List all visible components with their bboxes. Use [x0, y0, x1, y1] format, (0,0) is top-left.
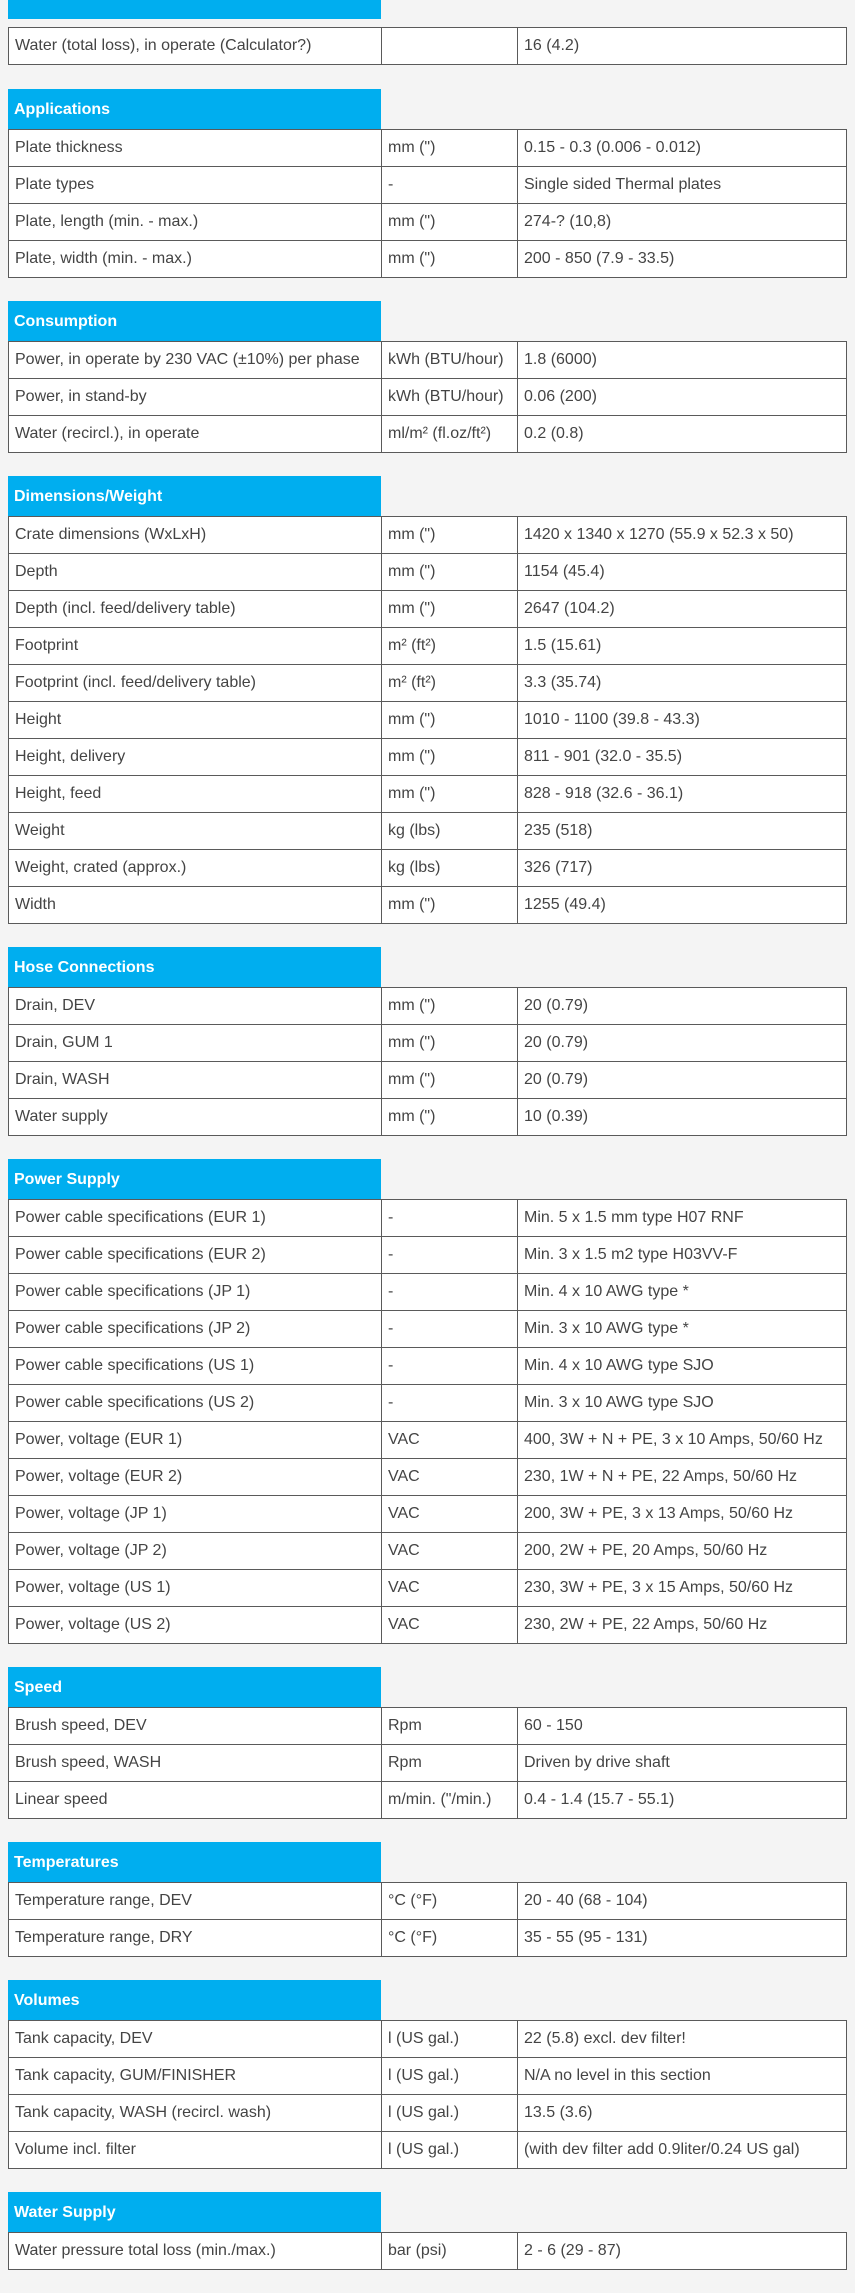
spec-value: 200 - 850 (7.9 - 33.5): [518, 241, 847, 278]
spec-name: Tank capacity, WASH (recircl. wash): [9, 2095, 382, 2132]
spec-name: Width: [9, 887, 382, 924]
spec-unit: mm ("): [382, 554, 518, 591]
spec-value: Single sided Thermal plates: [518, 167, 847, 204]
spec-unit: °C (°F): [382, 1920, 518, 1957]
spec-unit: mm ("): [382, 517, 518, 554]
table-row: [9, 776, 847, 813]
table-row: [9, 1883, 847, 1920]
spec-name: Power cable specifications (EUR 2): [9, 1237, 382, 1274]
spec-value: Min. 3 x 10 AWG type *: [518, 1311, 847, 1348]
spec-value: 16 (4.2): [518, 28, 847, 65]
spec-value: 35 - 55 (95 - 131): [518, 1920, 847, 1957]
section-hose-connections: [8, 947, 847, 1136]
table-row: [9, 739, 847, 776]
spec-name: Tank capacity, DEV: [9, 2021, 382, 2058]
spec-value: 20 (0.79): [518, 988, 847, 1025]
spec-name: Weight: [9, 813, 382, 850]
spec-unit: mm ("): [382, 887, 518, 924]
spec-unit: kg (lbs): [382, 850, 518, 887]
table-row: [9, 2233, 847, 2270]
spec-value: 10 (0.39): [518, 1099, 847, 1136]
spec-name: Power cable specifications (US 2): [9, 1385, 382, 1422]
spec-unit: VAC: [382, 1570, 518, 1607]
section-header: Applications: [8, 89, 381, 129]
spec-value: Min. 5 x 1.5 mm type H07 RNF: [518, 1200, 847, 1237]
spec-value: 1.5 (15.61): [518, 628, 847, 665]
spec-name: Drain, GUM 1: [9, 1025, 382, 1062]
table-row: [9, 702, 847, 739]
spec-value: 235 (518): [518, 813, 847, 850]
section-consumption: [8, 301, 847, 453]
spec-unit: mm ("): [382, 739, 518, 776]
table-row: [9, 130, 847, 167]
table-row: [9, 1348, 847, 1385]
spec-value: 230, 1W + N + PE, 22 Amps, 50/60 Hz: [518, 1459, 847, 1496]
section-header: Volumes: [8, 1980, 381, 2020]
spec-unit: m² (ft²): [382, 665, 518, 702]
spec-unit: l (US gal.): [382, 2132, 518, 2169]
spec-unit: °C (°F): [382, 1883, 518, 1920]
section-header: Water Supply: [8, 2192, 381, 2232]
spec-value: 0.06 (200): [518, 379, 847, 416]
spec-unit: VAC: [382, 1422, 518, 1459]
spec-value: 13.5 (3.6): [518, 2095, 847, 2132]
spec-unit: m² (ft²): [382, 628, 518, 665]
spec-unit: -: [382, 167, 518, 204]
spec-name: Volume incl. filter: [9, 2132, 382, 2169]
table-row: [9, 554, 847, 591]
spec-table: [8, 1199, 847, 1644]
spec-unit: kWh (BTU/hour): [382, 342, 518, 379]
spec-unit: -: [382, 1348, 518, 1385]
spec-value: 200, 3W + PE, 3 x 13 Amps, 50/60 Hz: [518, 1496, 847, 1533]
spec-name: Linear speed: [9, 1782, 382, 1819]
spec-value: 326 (717): [518, 850, 847, 887]
table-row: [9, 1422, 847, 1459]
spec-value: Min. 4 x 10 AWG type *: [518, 1274, 847, 1311]
spec-name: Power cable specifications (JP 1): [9, 1274, 382, 1311]
spec-value: 22 (5.8) excl. dev filter!: [518, 2021, 847, 2058]
spec-value: 400, 3W + N + PE, 3 x 10 Amps, 50/60 Hz: [518, 1422, 847, 1459]
spec-name: Drain, WASH: [9, 1062, 382, 1099]
spec-value: 2 - 6 (29 - 87): [518, 2233, 847, 2270]
table-row: [9, 1099, 847, 1136]
spec-name: Footprint: [9, 628, 382, 665]
section-header: Consumption: [8, 301, 381, 341]
table-row: [9, 342, 847, 379]
spec-unit: mm ("): [382, 591, 518, 628]
spec-value: Driven by drive shaft: [518, 1745, 847, 1782]
spec-name: Crate dimensions (WxLxH): [9, 517, 382, 554]
spec-value: 2647 (104.2): [518, 591, 847, 628]
spec-unit: l (US gal.): [382, 2021, 518, 2058]
section-header: Hose Connections: [8, 947, 381, 987]
spec-value: 0.4 - 1.4 (15.7 - 55.1): [518, 1782, 847, 1819]
section-water-supply: [8, 2192, 847, 2270]
previous-section-header-bar: [8, 0, 381, 19]
table-row: [9, 1459, 847, 1496]
spec-value: Min. 3 x 10 AWG type SJO: [518, 1385, 847, 1422]
table-row: [9, 1533, 847, 1570]
spec-unit: Rpm: [382, 1745, 518, 1782]
spec-name: Depth (incl. feed/delivery table): [9, 591, 382, 628]
spec-name: Power cable specifications (US 1): [9, 1348, 382, 1385]
spec-unit: mm ("): [382, 130, 518, 167]
spec-name: Depth: [9, 554, 382, 591]
spec-value: 20 (0.79): [518, 1025, 847, 1062]
table-row: [9, 2021, 847, 2058]
spec-unit: mm ("): [382, 988, 518, 1025]
spec-table: [8, 1882, 847, 1957]
spec-unit: ml/m² (fl.oz/ft²): [382, 416, 518, 453]
spec-name: Temperature range, DEV: [9, 1883, 382, 1920]
spec-table: [8, 987, 847, 1136]
spec-value: 20 (0.79): [518, 1062, 847, 1099]
spec-unit: l (US gal.): [382, 2095, 518, 2132]
table-row: [9, 1920, 847, 1957]
spec-name: Power, in operate by 230 VAC (±10%) per phase: [9, 342, 382, 379]
table-row: [9, 2058, 847, 2095]
spec-value: 1154 (45.4): [518, 554, 847, 591]
spec-value: (with dev filter add 0.9liter/0.24 US gal): [518, 2132, 847, 2169]
table-row: [9, 887, 847, 924]
table-row: [9, 379, 847, 416]
spec-name: Water (total loss), in operate (Calculator?): [9, 28, 382, 65]
table-row: [9, 416, 847, 453]
spec-unit: -: [382, 1237, 518, 1274]
table-row: [9, 850, 847, 887]
table-row: [9, 1311, 847, 1348]
spec-unit: VAC: [382, 1496, 518, 1533]
spec-name: Footprint (incl. feed/delivery table): [9, 665, 382, 702]
spec-value: 1420 x 1340 x 1270 (55.9 x 52.3 x 50): [518, 517, 847, 554]
section-temperatures: [8, 1842, 847, 1957]
section-speed: [8, 1667, 847, 1819]
spec-name: Temperature range, DRY: [9, 1920, 382, 1957]
table-row: [9, 1496, 847, 1533]
spec-table: [8, 129, 847, 278]
spec-value: 811 - 901 (32.0 - 35.5): [518, 739, 847, 776]
table-row: [9, 1200, 847, 1237]
spec-table: [8, 2020, 847, 2169]
table-row: [9, 241, 847, 278]
spec-value: 20 - 40 (68 - 104): [518, 1883, 847, 1920]
spec-name: Power, voltage (EUR 2): [9, 1459, 382, 1496]
spec-unit: kWh (BTU/hour): [382, 379, 518, 416]
section-volumes: [8, 1980, 847, 2169]
spec-value: N/A no level in this section: [518, 2058, 847, 2095]
section-header: Dimensions/Weight: [8, 476, 381, 516]
spec-unit: VAC: [382, 1459, 518, 1496]
spec-unit: mm ("): [382, 1025, 518, 1062]
spec-value: 200, 2W + PE, 20 Amps, 50/60 Hz: [518, 1533, 847, 1570]
spec-value: 1010 - 1100 (39.8 - 43.3): [518, 702, 847, 739]
spec-table-top: [8, 27, 847, 65]
spec-unit: mm ("): [382, 1062, 518, 1099]
table-row: [9, 2095, 847, 2132]
spec-name: Power, voltage (US 2): [9, 1607, 382, 1644]
spec-unit: mm ("): [382, 204, 518, 241]
spec-value: 0.15 - 0.3 (0.006 - 0.012): [518, 130, 847, 167]
spec-unit: mm ("): [382, 776, 518, 813]
table-row: [9, 1062, 847, 1099]
spec-value: Min. 3 x 1.5 m2 type H03VV-F: [518, 1237, 847, 1274]
spec-name: Water pressure total loss (min./max.): [9, 2233, 382, 2270]
table-row: [9, 591, 847, 628]
section-header: Power Supply: [8, 1159, 381, 1199]
spec-name: Power, voltage (JP 2): [9, 1533, 382, 1570]
table-row: [9, 813, 847, 850]
table-row: [9, 517, 847, 554]
spec-table: [8, 2232, 847, 2270]
table-row: [9, 988, 847, 1025]
table-row: [9, 204, 847, 241]
spec-unit: -: [382, 1200, 518, 1237]
table-row: [9, 1745, 847, 1782]
table-row: [9, 1237, 847, 1274]
spec-name: Power, voltage (JP 1): [9, 1496, 382, 1533]
spec-name: Power, voltage (US 1): [9, 1570, 382, 1607]
spec-name: Water (recircl.), in operate: [9, 416, 382, 453]
spec-value: 230, 2W + PE, 22 Amps, 50/60 Hz: [518, 1607, 847, 1644]
spec-table: [8, 516, 847, 924]
spec-name: Plate types: [9, 167, 382, 204]
spec-name: Brush speed, WASH: [9, 1745, 382, 1782]
spec-name: Power, voltage (EUR 1): [9, 1422, 382, 1459]
spec-value: 230, 3W + PE, 3 x 15 Amps, 50/60 Hz: [518, 1570, 847, 1607]
spec-name: Power, in stand-by: [9, 379, 382, 416]
table-row: [9, 1607, 847, 1644]
spec-unit: bar (psi): [382, 2233, 518, 2270]
spec-name: Tank capacity, GUM/FINISHER: [9, 2058, 382, 2095]
spec-unit: Rpm: [382, 1708, 518, 1745]
table-row: [9, 2132, 847, 2169]
table-row: [9, 1385, 847, 1422]
spec-name: Drain, DEV: [9, 988, 382, 1025]
section-power-supply: [8, 1159, 847, 1644]
spec-name: Power cable specifications (JP 2): [9, 1311, 382, 1348]
table-row: [9, 628, 847, 665]
section-applications: [8, 89, 847, 278]
spec-value: 1255 (49.4): [518, 887, 847, 924]
table-row: [9, 1025, 847, 1062]
spec-unit: VAC: [382, 1533, 518, 1570]
table-row: [9, 28, 847, 65]
spec-unit: m/min. ("/min.): [382, 1782, 518, 1819]
spec-table: [8, 341, 847, 453]
table-row: [9, 1570, 847, 1607]
table-row: [9, 1782, 847, 1819]
spec-unit: -: [382, 1311, 518, 1348]
table-row: [9, 665, 847, 702]
spec-unit: mm ("): [382, 1099, 518, 1136]
spec-unit: VAC: [382, 1607, 518, 1644]
spec-value: 274-? (10,8): [518, 204, 847, 241]
spec-name: Plate thickness: [9, 130, 382, 167]
spec-unit: mm ("): [382, 702, 518, 739]
spec-name: Weight, crated (approx.): [9, 850, 382, 887]
spec-name: Power cable specifications (EUR 1): [9, 1200, 382, 1237]
spec-unit: [382, 28, 518, 65]
spec-name: Plate, length (min. - max.): [9, 204, 382, 241]
spec-unit: kg (lbs): [382, 813, 518, 850]
spec-value: 0.2 (0.8): [518, 416, 847, 453]
table-row: [9, 167, 847, 204]
spec-name: Plate, width (min. - max.): [9, 241, 382, 278]
spec-sections: [8, 89, 847, 2293]
spec-name: Water supply: [9, 1099, 382, 1136]
spec-value: 1.8 (6000): [518, 342, 847, 379]
spec-value: 60 - 150: [518, 1708, 847, 1745]
spec-value: Min. 4 x 10 AWG type SJO: [518, 1348, 847, 1385]
spec-unit: -: [382, 1385, 518, 1422]
spec-value: 3.3 (35.74): [518, 665, 847, 702]
spec-table: [8, 1707, 847, 1819]
spec-name: Height, delivery: [9, 739, 382, 776]
spec-unit: mm ("): [382, 241, 518, 278]
spec-name: Brush speed, DEV: [9, 1708, 382, 1745]
spec-name: Height: [9, 702, 382, 739]
section-dimensions-weight: [8, 476, 847, 924]
table-row: [9, 1708, 847, 1745]
section-header: Speed: [8, 1667, 381, 1707]
section-header: Temperatures: [8, 1842, 381, 1882]
spec-name: Height, feed: [9, 776, 382, 813]
spec-value: 828 - 918 (32.6 - 36.1): [518, 776, 847, 813]
table-row: [9, 1274, 847, 1311]
spec-unit: l (US gal.): [382, 2058, 518, 2095]
spec-unit: -: [382, 1274, 518, 1311]
